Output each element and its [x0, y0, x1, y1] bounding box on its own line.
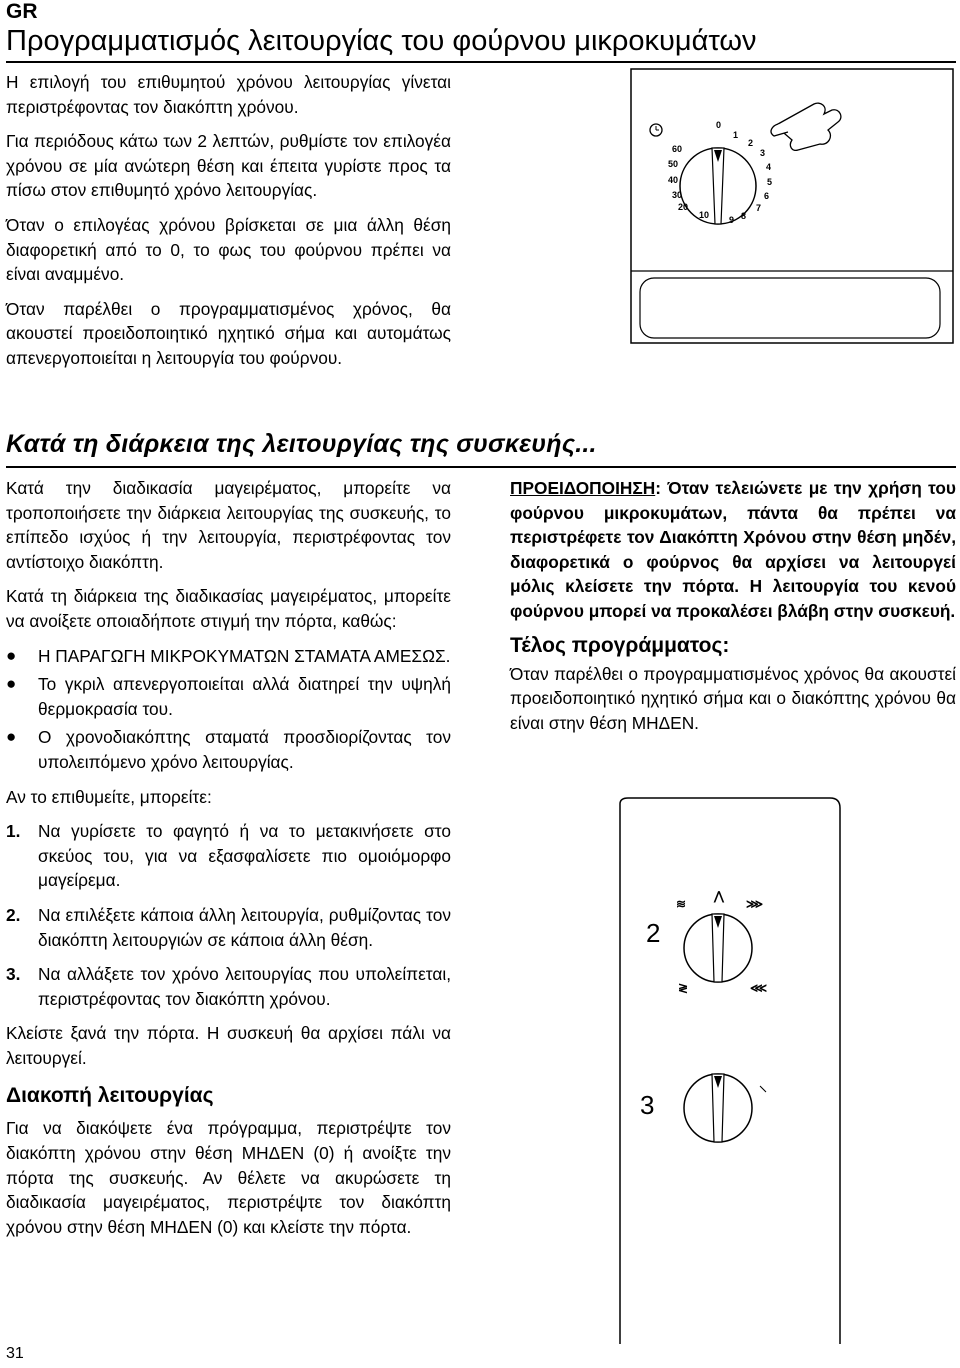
dial-number: 4 [766, 162, 772, 172]
bullet-list [6, 644, 451, 775]
during-operation-section [6, 476, 451, 1249]
dial-number: 5 [767, 177, 773, 187]
power-icon: ⋙ [746, 897, 764, 911]
language-code: GR [6, 0, 38, 23]
warning-section [510, 476, 956, 745]
timer-dial-illustration [628, 66, 958, 346]
intro-paragraph: Όταν παρέλθει ο προγραμματισμένος χρόνος, θα ακουστεί προειδοποιητικό ηχητικό σήμα και αυτομάτως απενεργοποιείται η λειτουργία του φούρνου. [6, 298, 451, 368]
list-item: ● Το γκριλ απενεργοποιείται αλλά διατηρεί την υψηλή θερμοκρασία του. [6, 674, 451, 719]
bullet-icon: ● [6, 645, 17, 665]
paragraph: Κατά τη διάρκεια της διαδικασίας μαγειρέματος, μπορείτε να ανοίξετε οποιαδήποτε στιγμή την πόρτα, καθώς: [6, 586, 451, 631]
list-item: ● Ο χρονοδιακόπτης σταματά προσδιορίζοντας τον υπολειπόμενο χρόνο λειτουργίας. [6, 727, 451, 772]
numbered-step: 3. Να αλλάξετε τον χρόνο λειτουργίας που υπολείπεται, περιστρέφοντας τον διακόπτη χρόνου. [6, 964, 451, 1009]
page-title: Προγραμματισμός λειτουργίας του φούρνου μικροκυμάτων [6, 25, 757, 57]
dial-number: 10 [699, 210, 710, 220]
paragraph: Όταν παρέλθει ο προγραμματισμένος χρόνος θα ακουστεί προειδοποιητικό ηχητικό σήμα και ο διακόπτης χρόνου θα είναι στην θέση ΜΗΔΕΝ. [510, 663, 956, 733]
callout-number: 2 [646, 918, 661, 948]
control-panel-illustration [590, 796, 956, 1346]
intro-paragraph: Όταν ο επιλογέας χρόνου βρίσκεται σε μια άλλη θέση διαφορετική από το 0, το φως του φούρνου πρέπει να είναι αναμμένο. [6, 214, 451, 285]
title-rule [6, 61, 956, 63]
dial-number: 40 [668, 175, 679, 185]
paragraph: Κατά την διαδικασία μαγειρέματος, μπορείτε να τροποποιήσετε την διάρκεια λειτουργίας της συσκευής, το επίπεδο ισχύος ή την λειτουργία, περιστρέφοντας τον αντίστοιχο διακόπτη. [6, 478, 451, 572]
section-rule [6, 466, 956, 468]
dial-number: 1 [733, 130, 739, 140]
power-icon: ⋘ [750, 981, 768, 995]
dial-number: 60 [672, 144, 683, 154]
power-icon: ≷ [678, 981, 689, 995]
callout-number: 3 [640, 1090, 655, 1120]
section-heading-during-operation: Κατά τη διάρκεια της λειτουργίας της συσκευής... [6, 430, 597, 458]
paragraph: Για να διακόψετε ένα πρόγραμμα, περιστρέψτε τον διακόπτη χρόνου στην θέση ΜΗΔΕΝ (0) ή ανοίξτε την πόρτα της συσκευής. Αν θέλετε να ακυρώσετε τη διαδικασία μαγειρέματος, περιστρέψτε τον διακόπτη χρόνου στην θέση ΜΗΔΕΝ (0) και κλείστε την πόρτα. [6, 1118, 451, 1237]
page-number: 31 [6, 1345, 24, 1362]
clock-icon [650, 124, 662, 136]
list-item: ● Η ΠΑΡΑΓΩΓΗ ΜΙΚΡΟΚΥΜΑΤΩΝ ΣΤΑΜΑΤΑ ΑΜΕΣΩΣ. [6, 644, 451, 669]
warning-text: ΠΡΟΕΙΔΟΠΟΙΗΣΗ: Όταν τελειώνετε με την χρήση του φούρνου μικροκυμάτων, πάντα θα πρέπει να περιστρέφετε τον Διακόπτη Χρόνου στην θέση μηδέν, διαφορετικά ο φούρνος θα αρχίσει να λειτουργεί μόλις κλείσετε την πόρτα. Η λειτουργία του κενού φούρνου μπορεί να προκαλέσει βλάβη στην συσκευή. [510, 478, 956, 621]
numbered-step: 1. Να γυρίσετε το φαγητό ή να το μετακινήσετε στο σκεύος του, για να εξασφαλίσετε πιο ομοιόμορφο μαγείρεμα. [6, 821, 451, 891]
intro-section [6, 70, 451, 381]
dial-number: 30 [672, 190, 683, 200]
power-icon: ⋀ [714, 889, 724, 903]
numbered-step: 2. Να επιλέξετε κάποια άλλη λειτουργία, ρυθμίζοντας τον διακόπτη λειτουργιών σε κάποια άλλη θέση. [6, 904, 451, 950]
intro-paragraph: Η επιλογή του επιθυμητού χρόνου λειτουργίας γίνεται περιστρέφοντας τον διακόπτη χρόνου. [6, 72, 451, 117]
paragraph: Αν το επιθυμείτε, μπορείτε: [6, 786, 212, 807]
bullet-icon: ● [6, 727, 17, 747]
hand-icon [771, 103, 841, 150]
dial-number: 8 [741, 211, 747, 221]
dial-number: 2 [748, 138, 754, 148]
dial-number: 9 [729, 215, 735, 225]
dial-number: 20 [678, 202, 689, 212]
intro-paragraph: Για περιόδους κάτω των 2 λεπτών, ρυθμίστε τον επιλογέα χρόνου σε μία ανώτερη θέση και έπειτα γυρίστε προς τα πίσω στον επιθυμητό χρόνο λειτουργίας. [6, 131, 451, 201]
dial-number: 0 [716, 120, 722, 130]
dial-number: 50 [668, 159, 679, 169]
dial-number: 7 [756, 203, 762, 213]
paragraph: Κλείστε ξανά την πόρτα. Η συσκευή θα αρχίσει πάλι να λειτουργεί. [6, 1023, 451, 1068]
dial-number: 3 [760, 148, 766, 158]
bullet-icon: ● [6, 674, 17, 694]
dial-number: 6 [764, 191, 770, 201]
section-heading-end: Τέλος προγράμματος: [510, 633, 730, 657]
section-heading-stop: Διακοπή λειτουργίας [6, 1084, 214, 1108]
power-icon: ≋ [676, 897, 687, 911]
